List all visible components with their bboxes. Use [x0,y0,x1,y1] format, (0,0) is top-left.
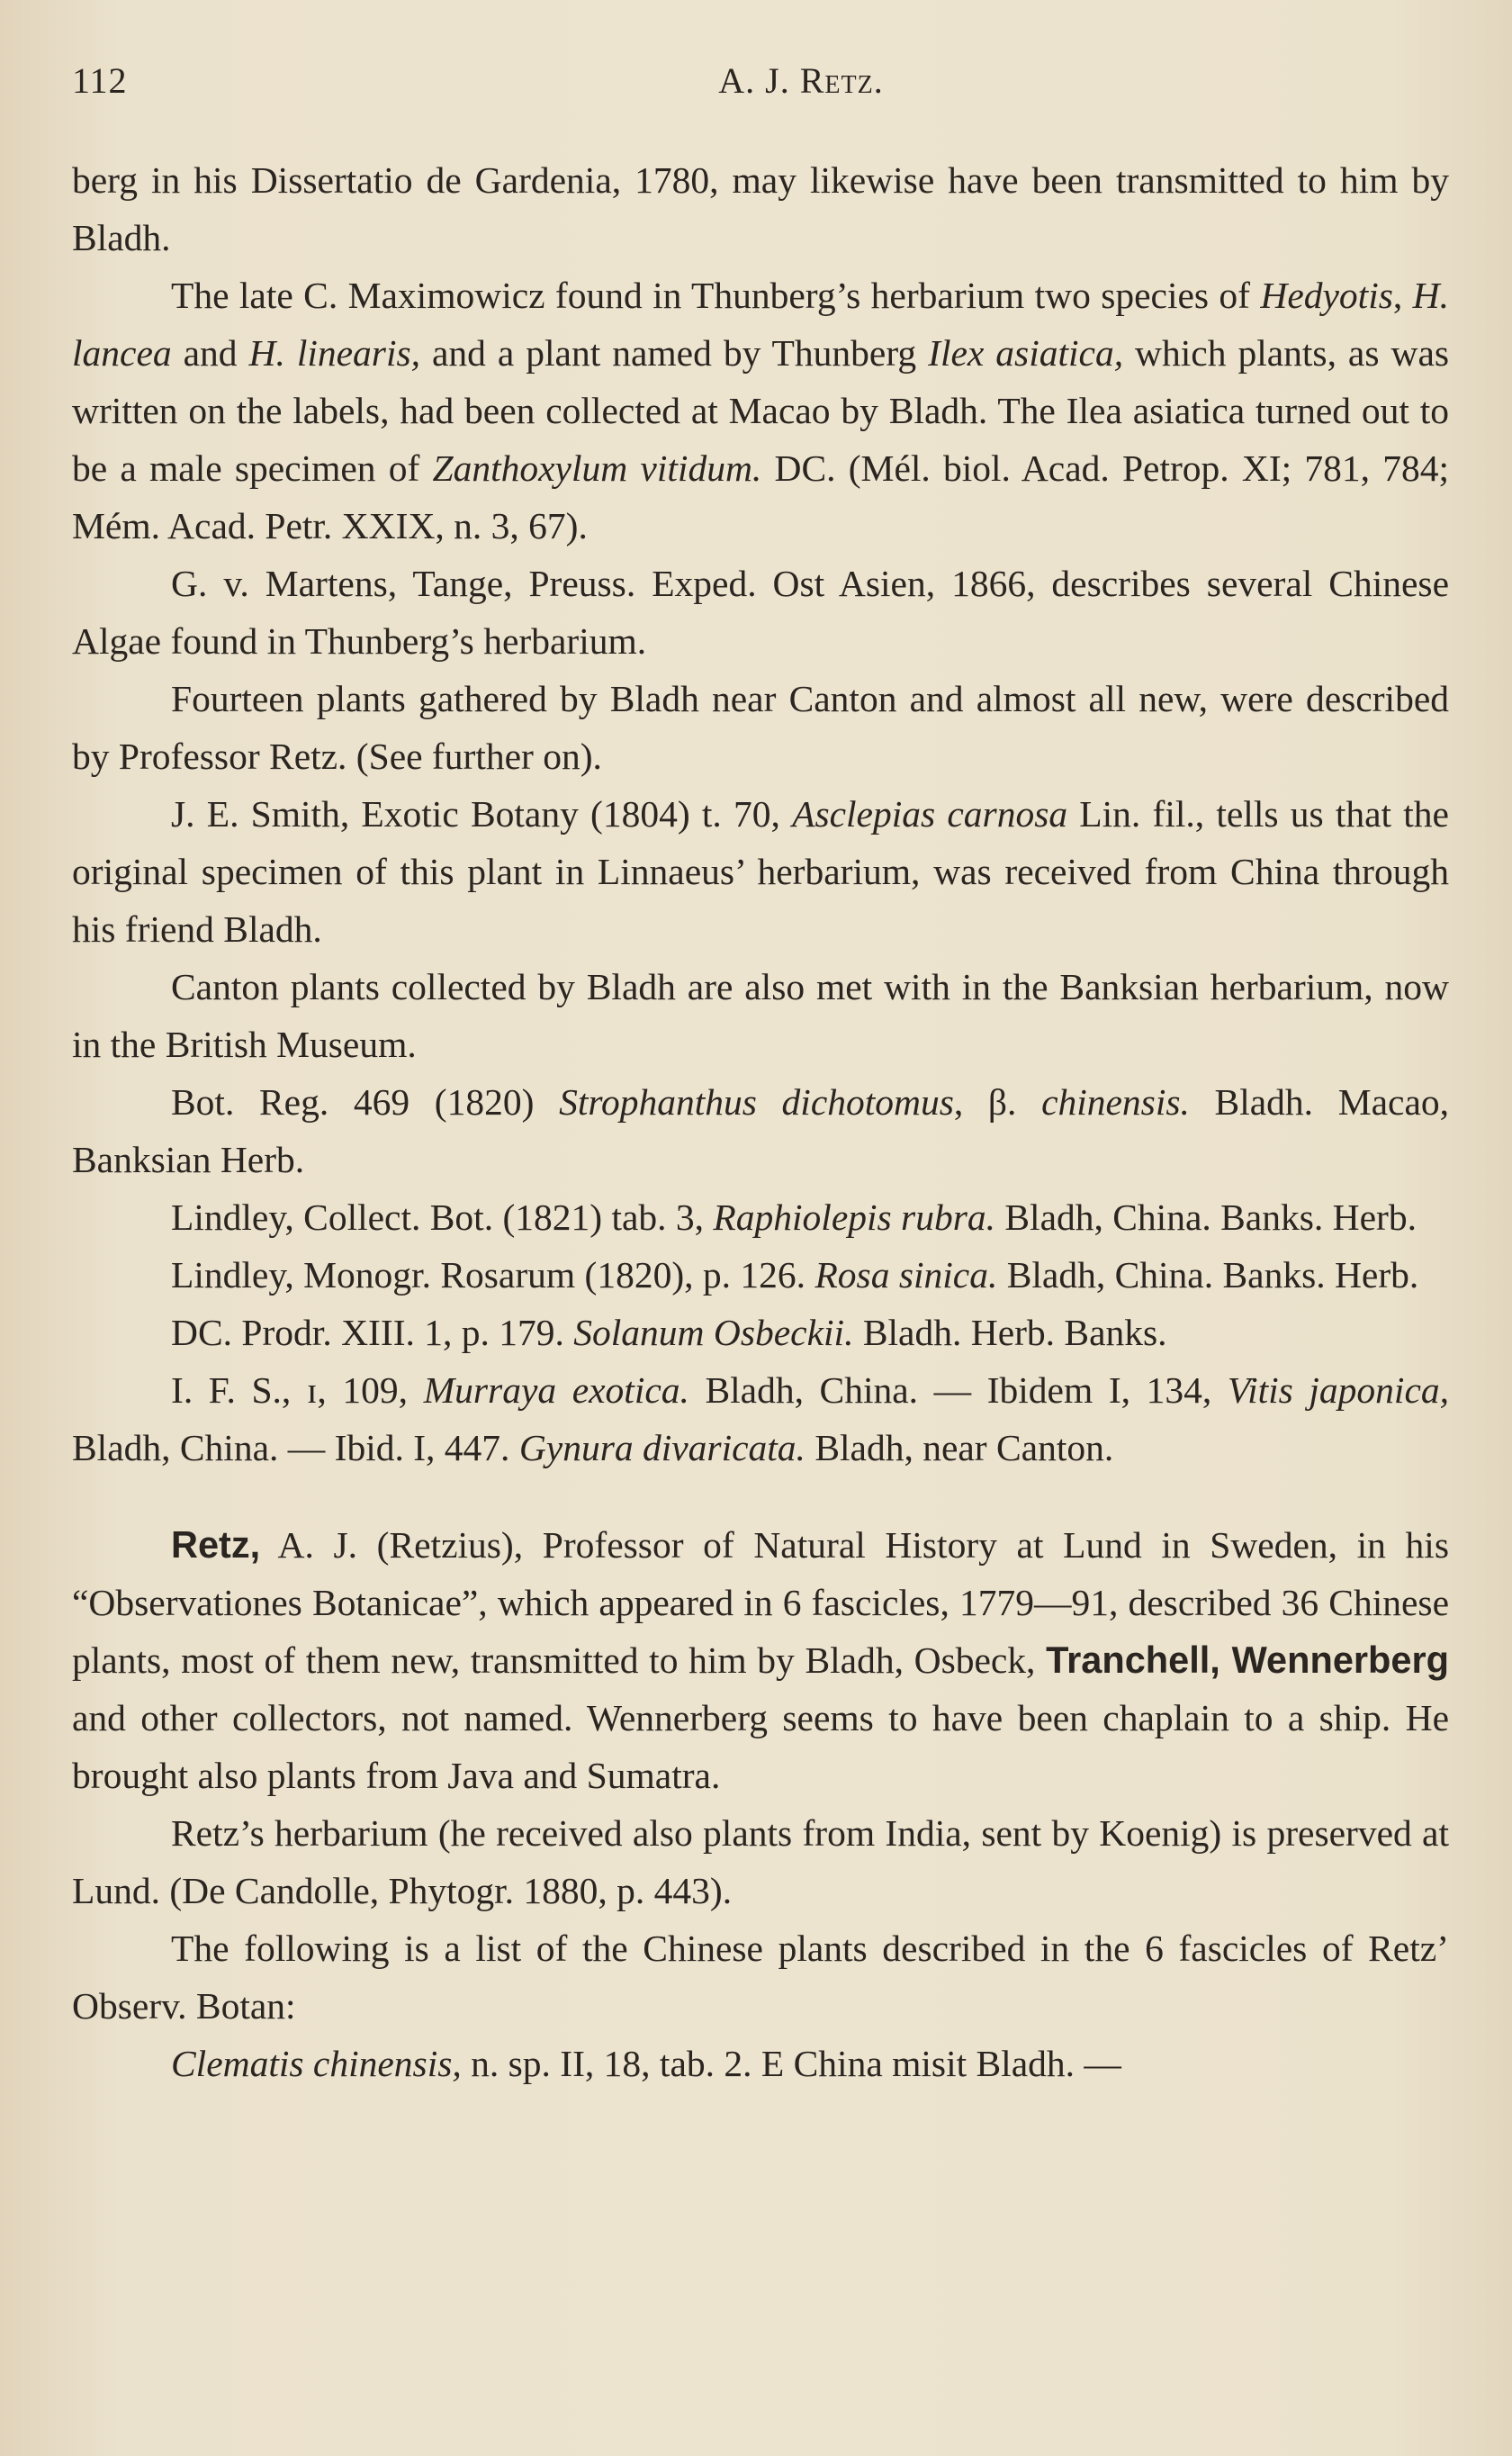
text-run: , [1392,275,1413,316]
text-run: n. sp. II, 18, tab. 2. E China misit Bladh. — [461,2043,1121,2084]
taxon-name: Hedyotis [1260,275,1393,316]
paragraph-1: berg in his Dissertatio de Gardenia, 1780, may likewise have been transmitted to him by Bladh. [72,159,1449,258]
text-run: I. F. S., ɪ, 109, [171,1369,424,1411]
paragraph-9 [72,1246,1449,1304]
text-run: J. E. Smith, Exotic Botany (1804) t. 70, [171,793,793,835]
running-head-name: Retz. [799,60,884,101]
paragraph-13: Retz’s herbarium (he received also plants from India, sent by Koenig) is preserved at Lund. (De Candolle, Phytogr. 1880, p. 443). [72,1812,1449,1911]
paragraph-15 [72,2035,1449,2092]
text-run: , β. [953,1081,1042,1123]
text-run: Lin. fil., tells us that the original specimen of this plant in Linnaeus’ herbarium, was received from China through his friend Bladh. [72,793,1449,950]
paragraph-6: Canton plants collected by Bladh are also met with in the Banksian herbarium, now in the British Museum. [72,966,1449,1065]
text-run: Bladh, near Canton. [805,1427,1114,1468]
text-run: which plants, as was written on the labels, had been collected at Macao by Bladh. The Ilea asiatica turned out to be a male specimen of [72,332,1450,489]
paragraph-5 [72,785,1449,958]
text-run: Lindley, Monogr. Rosarum (1820), p. 126. [171,1254,815,1296]
text-run: Bladh, China. — Ibidem I, 134, [688,1369,1228,1411]
taxon-name: Gynura divaricata. [518,1427,806,1468]
paragraph-10 [72,1304,1449,1361]
text-run: Bladh. Herb. Banks. [853,1312,1167,1353]
text-run: DC. Prodr. XIII. 1, p. 179. [171,1312,574,1353]
section-gap [72,1476,1449,1516]
taxon-name: Zanthoxylum vitidum. [432,447,762,489]
taxon-name: Rosa sinica. [814,1254,998,1296]
taxon-name: Ilex asiatica, [928,332,1124,374]
page-body [72,151,1449,2092]
paragraph-14: The following is a list of the Chinese plants described in the 6 fascicles of Retz’ Observ. Botan: [72,1928,1449,2027]
taxon-name: Solanum Osbeckii. [573,1312,854,1353]
text-run: DC. (Mél. biol. Acad. Petrop. XI; 781, 784; Mém. Acad. Petr. XXIX, n. 3, 67). [72,447,1449,546]
page-header [72,52,1449,110]
text-run: Bot. Reg. 469 (1820) [171,1081,560,1123]
text-run: Lindley, Collect. Bot. (1821) tab. 3, [171,1196,714,1238]
text-run: Bladh, China. — Ibid. I, 447. [72,1427,519,1468]
taxon-name: Vitis japonica, [1227,1369,1450,1411]
taxon-name: H. lancea [72,275,1449,374]
taxon-name: Raphiolepis rubra. [713,1196,995,1238]
text-run: Bladh. Macao, Banksian Herb. [72,1081,1449,1180]
paragraph-7 [72,1073,1449,1188]
entry-name: Retz, [171,1523,261,1566]
taxon-name: Murraya exotica. [423,1369,689,1411]
taxon-name: H. linearis, [248,332,421,374]
text-run: The late C. Maximowicz found in Thunberg’s herbarium two species of [171,275,1261,316]
text-run: Bladh, China. Banks. Herb. [994,1196,1417,1238]
paragraph-3: G. v. Martens, Tange, Preuss. Exped. Ost Asien, 1866, describes several Chinese Algae found in Thunberg’s herbarium. [72,563,1449,662]
paragraph-8 [72,1188,1449,1246]
text-run: and [171,332,249,374]
text-run: Bladh, China. Banks. Herb. [997,1254,1419,1296]
paragraph-12 [72,1516,1449,1804]
taxon-name: Strophanthus dichotomus [559,1081,954,1123]
collector-names: Tranchell, Wennerberg [1046,1639,1449,1681]
running-head-initials: A. J. [718,60,800,101]
paragraph-11 [72,1361,1449,1476]
page-number: 112 [72,60,128,101]
taxon-name: Asclepias carnosa [792,793,1068,835]
text-run: and a plant named by Thunberg [420,332,929,374]
paragraph-2 [72,266,1449,555]
text-run: A. J. (Retzius), Professor of Natural History at Lund in Sweden, in his “Observationes Botanicae”, which appeared in 6 fascicles, 1779—91, described 36 Chinese plants, most of them new, transmitted to him by Bladh, Osbeck, [72,1524,1449,1681]
taxon-name: chinensis. [1041,1081,1190,1123]
running-head [72,59,1449,102]
text-run: and other collectors, not named. Wennerberg seems to have been chaplain to a ship. He brought also plants from Java and Sumatra. [72,1697,1449,1796]
paragraph-4: Fourteen plants gathered by Bladh near Canton and almost all new, were described by Professor Retz. (See further on). [72,678,1449,777]
taxon-name: Clematis chinensis, [171,2043,462,2084]
